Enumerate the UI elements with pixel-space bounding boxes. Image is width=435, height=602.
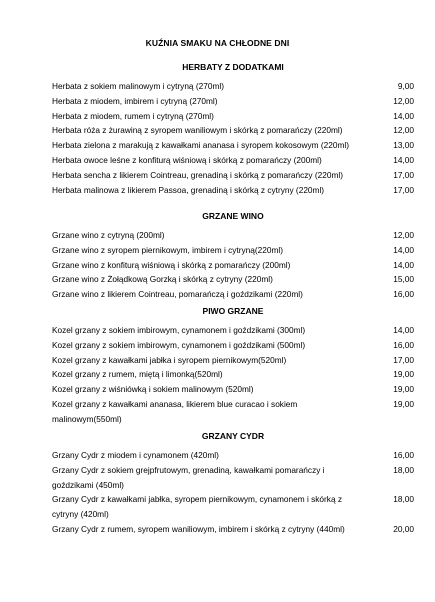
item-name: Grzane wino z likierem Cointreau, pomarańczą i goździkami (220ml) — [52, 289, 303, 300]
section-grzane-wino — [52, 211, 414, 302]
item-price: 19,00 — [393, 369, 414, 380]
item-list — [52, 323, 414, 427]
menu-item — [52, 183, 414, 198]
item-price: 12,00 — [393, 95, 414, 106]
menu-item — [52, 323, 414, 338]
section-piwo-grzane — [52, 306, 414, 427]
menu-item — [52, 522, 414, 537]
section-grzany-cydr — [52, 431, 414, 537]
item-name: Herbata z miodem, imbirem i cytryną (270ml) — [52, 95, 218, 106]
item-name: Grzane wino z konfiturą wiśniową i skórką z pomarańczy (200ml) — [52, 259, 291, 270]
item-price: 16,00 — [393, 339, 414, 350]
item-name: Herbata malinowa z likierem Passoa, grenadiną i skórką z cytryny (220ml) — [52, 184, 325, 195]
menu-item — [52, 123, 414, 138]
item-price: 19,00 — [393, 398, 414, 409]
menu-item — [52, 79, 414, 94]
menu-item — [52, 448, 414, 463]
item-price: 14,00 — [393, 325, 414, 335]
item-price: 15,00 — [393, 274, 414, 285]
menu-item — [52, 397, 414, 427]
item-name: Grzany Cydr z miodem i cynamonem (420ml) — [52, 450, 219, 460]
item-price: 12,00 — [393, 125, 414, 136]
menu-title: KUŹNIA SMAKU NA CHŁODNE DNI — [145, 38, 290, 48]
item-name: Herbata z sokiem malinowym i cytryną (270ml) — [52, 81, 224, 91]
item-name: Herbata zielona z marakują z kawałkami ananasa i syropem kokosowym (220ml) — [52, 140, 349, 151]
item-price: 18,00 — [393, 464, 414, 475]
item-price: 17,00 — [393, 354, 414, 365]
item-list — [52, 228, 414, 302]
section-title: GRZANY CYDR — [201, 431, 265, 441]
menu-item — [52, 338, 414, 353]
menu-item — [52, 228, 414, 243]
item-name: Kozel grzany z kawałkami ananasa, likierem blue curacao i sokiem malinowym(550ml) — [52, 398, 298, 424]
item-name: Kozel grzany z sokiem imbirowym, cynamonem i goździkami (300ml) — [52, 325, 306, 335]
menu-item — [52, 258, 414, 273]
item-price: 17,00 — [393, 184, 414, 195]
section-title: HERBATY Z DODATKAMI — [182, 62, 284, 72]
item-name: Grzany Cydr z sokiem grejpfrutowym, grenadiną, kawałkami pomarańczy i goździkami (450ml) — [52, 464, 325, 490]
item-price: 17,00 — [393, 169, 414, 180]
menu-item — [52, 109, 414, 124]
item-price: 14,00 — [393, 110, 414, 121]
menu-item — [52, 463, 414, 493]
section-herbaty — [52, 62, 414, 197]
item-name: Grzany Cydr z kawałkami jabłka, syropem piernikowym, cynamonem i skórką z cytryny (420ml) — [52, 494, 343, 520]
item-price: 14,00 — [393, 259, 414, 270]
item-name: Grzane wino z Żołądkową Gorzką i skórką z cytryny (220ml) — [52, 274, 273, 285]
item-list — [52, 79, 414, 197]
item-name: Grzany Cydr z rumem, syropem waniliowym, imbirem i skórką z cytryny (440ml) — [52, 523, 345, 534]
menu-item — [52, 138, 414, 153]
menu-item — [52, 272, 414, 287]
item-name: Herbata sencha z likierem Cointreau, grenadiną i skórką z pomarańczy (220ml) — [52, 169, 343, 180]
item-price: 19,00 — [393, 384, 414, 395]
item-name: Grzane wino z cytryną (200ml) — [52, 230, 165, 240]
menu-item — [52, 382, 414, 397]
item-list — [52, 448, 414, 537]
item-name: Herbata owoce leśne z konfiturą wiśniową i skórką z pomarańczy (200ml) — [52, 154, 322, 165]
menu-item — [52, 367, 414, 382]
item-price: 16,00 — [393, 289, 414, 300]
menu-item — [52, 287, 414, 302]
menu-item — [52, 353, 414, 368]
item-price: 16,00 — [393, 450, 414, 460]
menu-item — [52, 243, 414, 258]
item-price: 14,00 — [393, 244, 414, 255]
item-name: Kozel grzany z sokiem imbirowym, cynamonem i goździkami (500ml) — [52, 339, 306, 350]
item-price: 12,00 — [393, 230, 414, 240]
item-price: 13,00 — [393, 140, 414, 151]
item-price: 14,00 — [393, 154, 414, 165]
item-price: 9,00 — [397, 81, 414, 91]
item-price: 20,00 — [393, 523, 414, 534]
item-name: Grzane wino z syropem piernikowym, imbirem i cytryną(220ml) — [52, 244, 283, 255]
item-name: Herbata z miodem, rumem i cytryną (270ml) — [52, 110, 214, 121]
item-name: Kozel grzany z kawałkami jabłka i syropem piernikowym(520ml) — [52, 354, 287, 365]
section-title: GRZANE WINO — [202, 211, 264, 221]
item-name: Herbata róża z żurawiną z syropem waniliowym i skórką z pomarańczy (220ml) — [52, 125, 343, 136]
item-name: Kozel grzany z wiśniówką i sokiem malinowym (520ml) — [52, 384, 254, 395]
item-price: 18,00 — [393, 494, 414, 505]
menu-item — [52, 492, 414, 522]
section-title: PIWO GRZANE — [202, 306, 264, 316]
item-name: Kozel grzany z rumem, miętą i limonką(520ml) — [52, 369, 223, 380]
menu-item — [52, 153, 414, 168]
menu-item — [52, 168, 414, 183]
menu-item — [52, 94, 414, 109]
